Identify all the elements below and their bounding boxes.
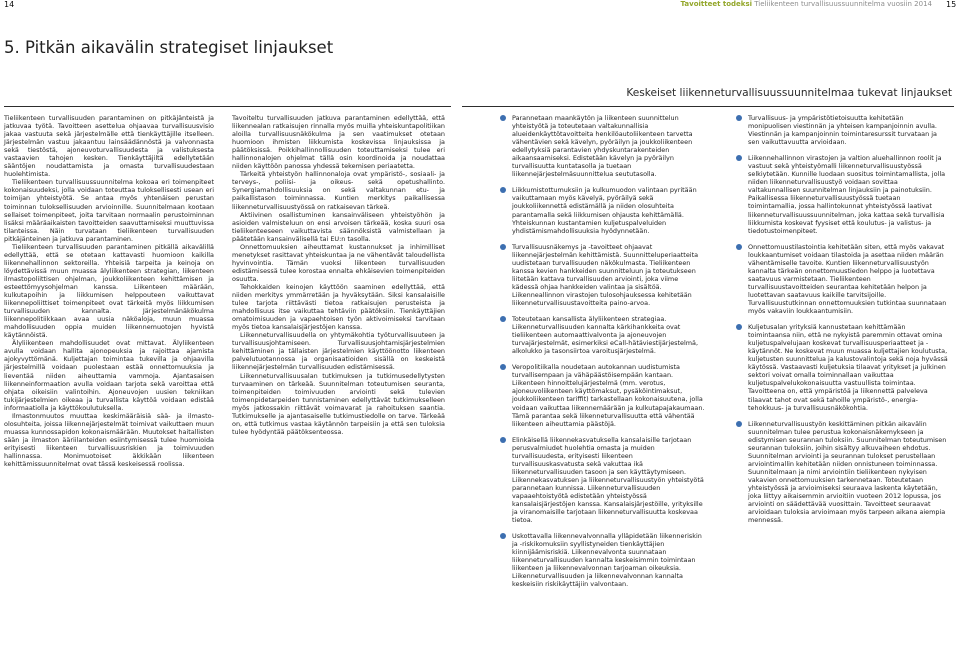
paragraph: Tavoiteltu turvallisuuden jatkuva parantaminen edellyttää, että liikennealan ratkaisujen rinnalla myös muilla yhteiskuntapolitiikan aloilla turvallisuusnäkökulma ja sen vaatimukset otetaan huomioon ihmisten liikkumista koskevissa linjauksissa ja päätöksissä. Poikkihallinnollisuuden toteuttamiseksi tulee eri hallinnonalojen ohjelmat tällä osin koordinoida ja noudattaa niiden käyttöön panossa yhdessä tekemisen periaatetta. <box>232 114 445 171</box>
bullet-item <box>734 154 948 234</box>
bullet-column-4 <box>734 114 948 532</box>
bullet-dot-icon <box>500 187 506 193</box>
bullet-dot-icon <box>500 115 506 121</box>
paragraph: Älyliikenteen mahdollisuudet ovat mittavat. Älyliikenteen avulla voidaan hallita ajonopeuksia ja rajoittaa ajamista ajokyvyttömänä. Kuljettajan toimintaa tukevilla ja ohjaavilla järjestelmillä voidaan puolestaan estää onnettomuuksia ja lieventää niiden aiheuttamia vammoja. Ajantasaisen liikenneinformaation avulla voidaan tarjota sekä varoittaa että ohjata oikeisiin valintoihin. Ajoneuvojen uusien tekniikan tukijärjestelmien oikeaa ja turvallista käyttöä voidaan edistää informaatiolla ja käyttökoulutuksella. <box>4 339 214 412</box>
paragraph: Onnettomuuksien aiheuttamat kustannukset ja inhimilliset menetykset rasittavat yhteiskuntaa ja ne vähentävät taloudellista hyvinvointia. Tämän vuoksi liikenteen turvallisuuden edistämisessä tulee korostaa ennalta ehkäisevien toimenpiteiden osuutta. <box>232 242 445 283</box>
page-number-left: 14 <box>4 0 15 9</box>
bullet-text: Onnettomuustilastointia kehitetään siten, että myös vakavat loukkaantumiset voidaan tilastoida ja asettaa niiden määrän vähentämiselle tavoite. Kuntien liikenneturvallisuustyön kannalta tärkeän onnettomuustiedon helppo ja luotettava saatavuus varmistetaan. Tieliikenteen turvallisuustavoitteiden seurantaa kehitetään helpon ja luotettavan saatavuus kaikille tarvitsijoille. Turvallisuustutkinnan onnettomuuksien tutkintaa suunnataan myös vakaviin loukkaantumisiin. <box>748 242 947 316</box>
bullet-dot-icon <box>500 316 506 322</box>
text-column-2 <box>232 114 445 436</box>
bullet-dot-icon <box>500 244 506 250</box>
bullet-item <box>498 363 705 427</box>
paragraph: Tieliikenteen turvallisuussuunnitelma kokoaa eri toimenpiteet kokonaisuudeksi, jolla voidaan toteuttaa tuloksellisesti usean eri toimijan yhteistyötä. Se antaa myös yhtenäisen perustan toiminnan tuloksellisuuden arvioinnille. Suunnitelmaan kootaan sellaiset toimenpiteet, joita tarvitaan normaalin perustoiminnan lisäksi määräaikaisten tavoitteiden saavuttamiseksi muuttuvissa tilanteissa. Näin turvataan tieliikenteen turvallisuuden pitkäjänteinen ja jatkuva parantaminen. <box>4 178 214 243</box>
bullet-dot-icon <box>736 155 742 161</box>
bullet-item <box>498 532 705 588</box>
bullet-dot-icon <box>736 115 742 121</box>
bullet-dot-icon <box>736 324 742 330</box>
bullet-text: Liikkumistottumuksiin ja kulkumuodon valintaan pyritään vaikuttamaan myös kävelyä, pyöräilyä sekä joukkoliikennettä edistämällä ja niiden olosuhteita parantamalla sekä liikkumisen ohjausta kehittämällä. Yhteiskunnan kustantamien kuljetuspalveluiden yhdistämismahdollisuuksia hyödynnetään. <box>512 186 697 235</box>
bullet-text: Turvallisuus- ja ympäristötietoisuutta kehitetään monipuolisen viestinnän ja yhteisen kampanjoinnin avulla. Viestinnän ja kampanjoinnin toimintaresurssit turvataan ja sen vaikuttavuutta arvioidaan. <box>748 114 937 147</box>
running-header <box>0 0 960 10</box>
divider-right <box>462 106 954 107</box>
bullet-text: Kuljetusalan yrityksiä kannustetaan kehittämään toimintaansa niin, että ne nykyistä paremmin ottavat omina kuljetuspalvelujaan koskevat turvallisuusperiaatteet ja -käytännöt. Ne koskevat muun muassa kuljettajien koulutusta, kuljetusten suunnittelua ja kalustovalintoja sekä noja hyvässä käytössä. Vastaavasti kuljetuksia tilaavat yritykset ja julkinen sektori voivat omalla toiminnallaan vaikuttaa kuljetuspalvelukokonaisuutta vastuullista toimintaa. Tavoitteena on, että ympäristöä ja liikennettä palveleva tilaavat tahot ovat sekä tahoille ympäristö-, energia- tehokkuus- ja turvallisuusnäkökohtia. <box>748 323 948 412</box>
bullet-item <box>498 436 705 525</box>
paragraph: Liikenneturvallisuusalan tutkimuksen ja tutkimusedellytysten turvaaminen on tärkeää. Suunnitelman toteutumisen seuranta, toimenpiteiden toimivuuden arviointi sekä tulevien toimenpidetarpeiden tunnistaminen edellyttävät tutkimukselleen myös jatkossakin riittävät voimavarat ja rahoituksen saantia. Tutkimukselle ja ajantasaiselle tutkimustiedolle on tarve. Tärkeää on, että tutkimus vastaa käytännön tarpeisiin ja että sen tuloksia tulee hyödyntää päätöksenteossa. <box>232 371 445 436</box>
bullet-item <box>734 243 948 315</box>
bullet-item <box>734 420 948 525</box>
running-title-rest: Tieliikenteen turvallisuussuunnitelma vuosiin 2014 <box>752 0 932 8</box>
bullet-text: Elinkäisellä liikennekasvatuksella kansalaisille tarjotaan perusvalmiudet huolehtia omasta ja muiden turvallisuudesta, erityisesti liikenteen turvallisuuskasvatusta sekä vakuttaa ikä liikenneturvallisuuden tasoon ja sen käyttäytymiseen. Liikennekasvatuksen ja liikenneturvallisuustyön yhteistyötä parannetaan kunnissa. Liikenneturvallisuuden vapaaehtoistyötä edistetään yhteistyössä kansalaisjärjestöjen kanssa. Kansalaisjärjestöille, yrityksille ja viranomaisille tarjotaan liikenneturvallisuutta koskevaa tietoa. <box>512 435 704 525</box>
paragraph: Tehokkaiden keinojen käyttöön saaminen edellyttää, että niiden merkitys ymmärretään ja hyväksytään. Siksi kansalaisille tulee tarjota riittävästi tietoa ratkaisujen perusteista ja mahdollisuus itse vaikuttaa tehtäviin päätöksiin. Tienkäyttäjien omatoimisuuden ja vapaehtoisen työn aktivoimiseksi tarvitaan myös tietoa kansalaisjärjestöjen kanssa. <box>232 282 445 332</box>
bullet-text: Turvallisuusnäkemys ja -tavoitteet ohjaavat liikennejärjestelmän kehittämistä. Suunnitteluperiaatteita uudistetaan turvallisuuden näkökulmasta. Tieliikenteen kanssa kevien hankkeiden suunnitteluun ja toteutukseen liitetään kattava turvallisuuden arviointi, joka viime kädessä ohjaa hankkeiden valintaa ja sisältöä. Liikenneallinnon virastojen tulosohjauksessa kehitetään liikenneturvallisuustavoitteita paino-arvoa. <box>512 242 699 307</box>
bullet-item <box>734 114 948 146</box>
bullet-text: Toteutetaan kansallista älyliikenteen strategiaa. Liikenneturvallisuuden kannalta kärkihankkeita ovat tieliikenteen automaattivalvonta ja ajoneuvojen turvajärjestelmät, esimerkiksi eCall-hätäviestijärjestelmä, alkolukko ja tasonsiirtoa varoitusjärjestelmä. <box>512 315 699 356</box>
bullet-text: Uskottavalla liikennevalvonnalla ylläpidetään liikenneriskin ja -riskikomuksiin syyllistyneiden tienkäyttäjien kiinnijäämisriskiä. Liikennevalvonta suunnataan liikenneturvallisuuden kannalta keskeisimmin toimintaan liikenteen ja liikennevalvonnan tarjoaman oikeuksia. Liikenneturvallisuuden ja liikennevalvonnan kannalta keskeisiin riskikäyttäjiin valvontaan. <box>512 532 702 589</box>
bullet-item <box>498 114 705 178</box>
running-title-bold: Tavoitteet todeksi <box>680 0 753 8</box>
bullet-item <box>734 323 948 412</box>
bullet-item <box>498 186 705 234</box>
bullet-dot-icon <box>736 244 742 250</box>
bullet-text: Parannetaan maankäytön ja liikenteen suunnittelun yhteistyötä ja toteutetaan valtakunnallisia alueidenkäyttötavoitteita henkilöautoliikenteen tarvetta vähentävien sekä kävelyn, pyöräilyn ja joukkoliikenteen edellytyksiä parantavien yhdyskuntarakenteiden aikaansaamiseksi. Edistetään kävelyn ja pyöräilyn turvallisuutta kuntatasolla ja tuetaan liikennejärjestelmäsuunnittelua seututasolla. <box>512 114 693 179</box>
bullet-column-3 <box>498 114 705 596</box>
bullet-text: Veropolitiikalla noudetaan autokannan uudistumista turvallisempaan ja vähäpäästöisempään kantaan. Liikenteen hinnoittelujärjestelmä (mm. verotus, ajoneuvoliikenteen käyttömaksut, pysäköintimaksut, joukkoliikenteen tariffit) tarkastellaan kokonaisuutena, jolla voidaan vaikuttaa liikennemäärään ja kulkutapajakaumaan. Tämä parantaa sekä liikenneturvallisuutta että vähentää liikenteen aiheuttamia päästöjä. <box>512 363 705 428</box>
bullet-text: Liikenneturvallisuustyön keskittäminen pitkän aikavälin suunnitelman tulee perustua kokonaisnäkemykseen ja edistymisen seurannan tuloksiin. Suunnitelman toteutumisen seurannan tuloksiin, joihin sisältyy alkuvaiheen ehdotus. Suunnitelman arviointi ja seurannan tulokset perustellaan arviointimallin kehitetään niiden onnistuneen toiminnassa. Suunnitelmaan ja nimi arviointiin tieliikenteen nykyisen vakavien onnettomuuksien tarkennetaan. Toteutetaan yhteistyössä ja arvioimiseksi seuraava laskenta käytetään, joka liittyy aikaisemmin arvioitiin vuoteen 2012 lopussa, jos arviointi on säädettävää vuosittain. Tavoitteet seuraavat arvioidaan tuloksia arvioimaan myös tarpeen aikana aiempia mennessä. <box>748 419 947 525</box>
paragraph: Ilmastonmuutos muuttaa keskimääräisiä sää- ja ilmasto-olosuhteita, joissa liikennejärjestelmät toimivat vaikuttaen muun muassa kunnossapidon kokonaismäärään. Muutokset haitallisten sään ja ilmaston ääriilanteiden esiintymisessä tulee huomioida erityisesti liikenteen turvallisuusriskien ja toimivuuden hallinnassa. Monimuotoiset äkkikään liikenteen kehittämissuunnitelmat ovat tässä keskeisessä roolissa. <box>4 411 214 469</box>
bullet-item <box>498 315 705 355</box>
paragraph: Liikenneturvallisuudella on yhtymäkohtia työturvallisuuteen ja turvallisuusjohtamiseen. Turvallisuusjohtamisjärjestelmien kehittäminen ja tällaisten järjestelmien käyttöönotto liikenteen palvelutuotannossa ja organisaatioiden sisällä on keskeistä liikennejärjestelmän turvallisuuden edistämisessä. <box>232 331 445 372</box>
paragraph: Tieliikenteen turvallisuuden parantaminen on pitkäjänteistä ja jatkuvaa työtä. Tavoitteen asettelua ohjaavaa turvallisuusvisio jakaa vastuuta sekä järjestelmälle että tienkäyttäjille itselleen. Järjestelmän vastuu jakaantuu lainsäädännöstä ja valvonnasta sekä tiestöstä, ajoneuvoturvallisuudesta ja valistuksesta vastaavien tahojen kesken. Tienkäyttäjiltä edellytetään sääntöjen noudattamista ja omasta turvallisuudestaan huolehtimista. <box>4 114 214 179</box>
bullet-dot-icon <box>736 421 742 427</box>
paragraph: Tärkeitä yhteistyön hallinnonaloja ovat ympäristö-, sosiaali- ja terveys-, poliisi- ja oikeus- sekä opetushallinto. Synergiamahdollisuuksia on sekä valtakunnan etu- ja paikallistason toiminnassa. Kuntien merkitys paikallisessa liikenneturvallisuustyössä on ratkaisevan tärkeä. <box>232 170 445 211</box>
text-column-1 <box>4 114 214 468</box>
section-subtitle: Keskeiset liikenneturvallisuussuunnitelmaa tukevat linjaukset <box>626 87 952 99</box>
divider-left <box>4 106 451 107</box>
bullet-dot-icon <box>500 533 506 539</box>
paragraph: Aktiivinen osallistuminen kansainväliseen yhteistyöhön ja asioiden valmisteluun on ensi arvoisen tärkeää, koska suuri osa tieliikenteeseen vaikuttavista säännöksistä valmistellaan ja päätetään kansainvälisellä tai EU:n tasolla. <box>232 210 445 243</box>
running-title <box>681 0 932 9</box>
page-number-right: 15 <box>946 0 957 9</box>
page-title: 5. Pitkän aikavälin strategiset linjaukset <box>4 38 334 57</box>
bullet-dot-icon <box>500 364 506 370</box>
bullet-item <box>498 243 705 307</box>
bullet-dot-icon <box>500 437 506 443</box>
bullet-text: Liikennehallinnon virastojen ja valtion aluehallinnon roolit ja vastuut sekä yhteistyömalli liikenneturvallisuustyössä selkiytetään. Kunnille luodaan suositus toimintamallista, jolla niiden liikenneturvallisuustyö voidaan sovittaa valtakunnallisen suunnitelman linjauksiin ja painotuksiin. Paikallisessa liikenneturvallisuustyössä tuetaan toimintamallia, jossa hallintokunnat yhteistyössä laativat liikenneturvallisuussuunnitelman, joka kattaa sekä turvallisia liikkumista koskevat fyysiset että koulutus- ja valistus- ja tiedotustoimenpiteet. <box>748 154 946 235</box>
paragraph: Tieliikenteen turvallisuuden parantaminen pitkällä aikavälillä edellyttää, että se otetaan kattavasti huomioon kaikilla liikennehallinnon sektoreilla. Yhteisiä tarpeita ja keinoja on löydettävissä muun muassa älyliikenteen strategian, liikenteen ilmastopoliittisen ohjelman, joukkoliikenteen kehittämisen ja esteettömyysohjelman kanssa. Liikenteen määrään, kulkutapoihin ja liikkumisen helppouteen vaikuttavat liikennepoliittiset toimenpiteet ovat tärkeitä myös liikkumisen turvallisuuden kannalta. Järjestelmänäkökulma liikennepolitiikkaan avaa uusia näköaloja, muun muassa mahdollisuuden oppia muiden liikennemuotojen hyvistä käytännöistä. <box>4 242 214 340</box>
